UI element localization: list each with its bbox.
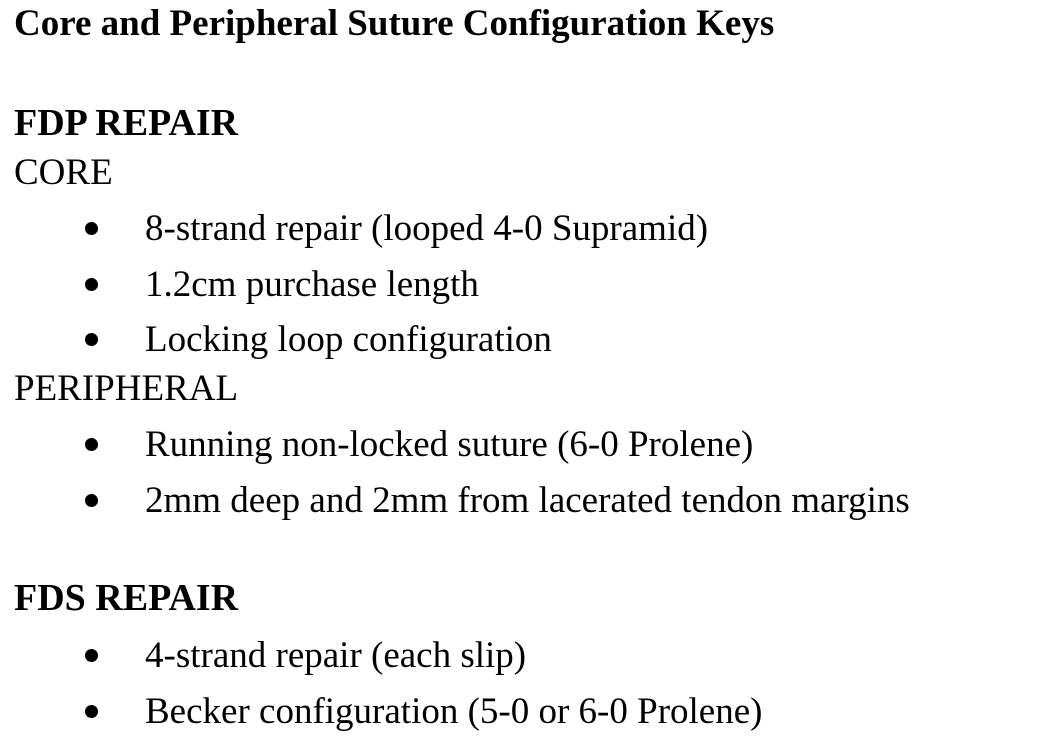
list-item-text: 4-strand repair (each slip)	[145, 635, 527, 676]
group-label-core: CORE	[14, 152, 113, 193]
bullet-icon	[85, 494, 98, 507]
document-title: Core and Peripheral Suture Configuration Keys	[14, 3, 775, 44]
bullet-icon	[85, 438, 98, 451]
group-label-peripheral: PERIPHERAL	[14, 368, 239, 409]
section-heading-fdp-repair: FDP REPAIR	[14, 102, 239, 144]
list-item-text: 8-strand repair (looped 4-0 Supramid)	[145, 208, 709, 249]
list-item-text: Running non-locked suture (6-0 Prolene)	[145, 424, 754, 465]
list-item-text: 2mm deep and 2mm from lacerated tendon margins	[145, 479, 910, 521]
list-item-text: Locking loop configuration	[145, 319, 552, 360]
list-item-text: Becker configuration (5-0 or 6-0 Prolene)	[145, 690, 763, 732]
section-heading-fds-repair: FDS REPAIR	[14, 577, 239, 619]
bullet-icon	[85, 649, 98, 662]
bullet-icon	[85, 278, 98, 291]
bullet-icon	[85, 222, 98, 235]
bullet-icon	[85, 705, 98, 718]
bullet-icon	[85, 333, 98, 346]
list-item-text: 1.2cm purchase length	[145, 263, 479, 305]
